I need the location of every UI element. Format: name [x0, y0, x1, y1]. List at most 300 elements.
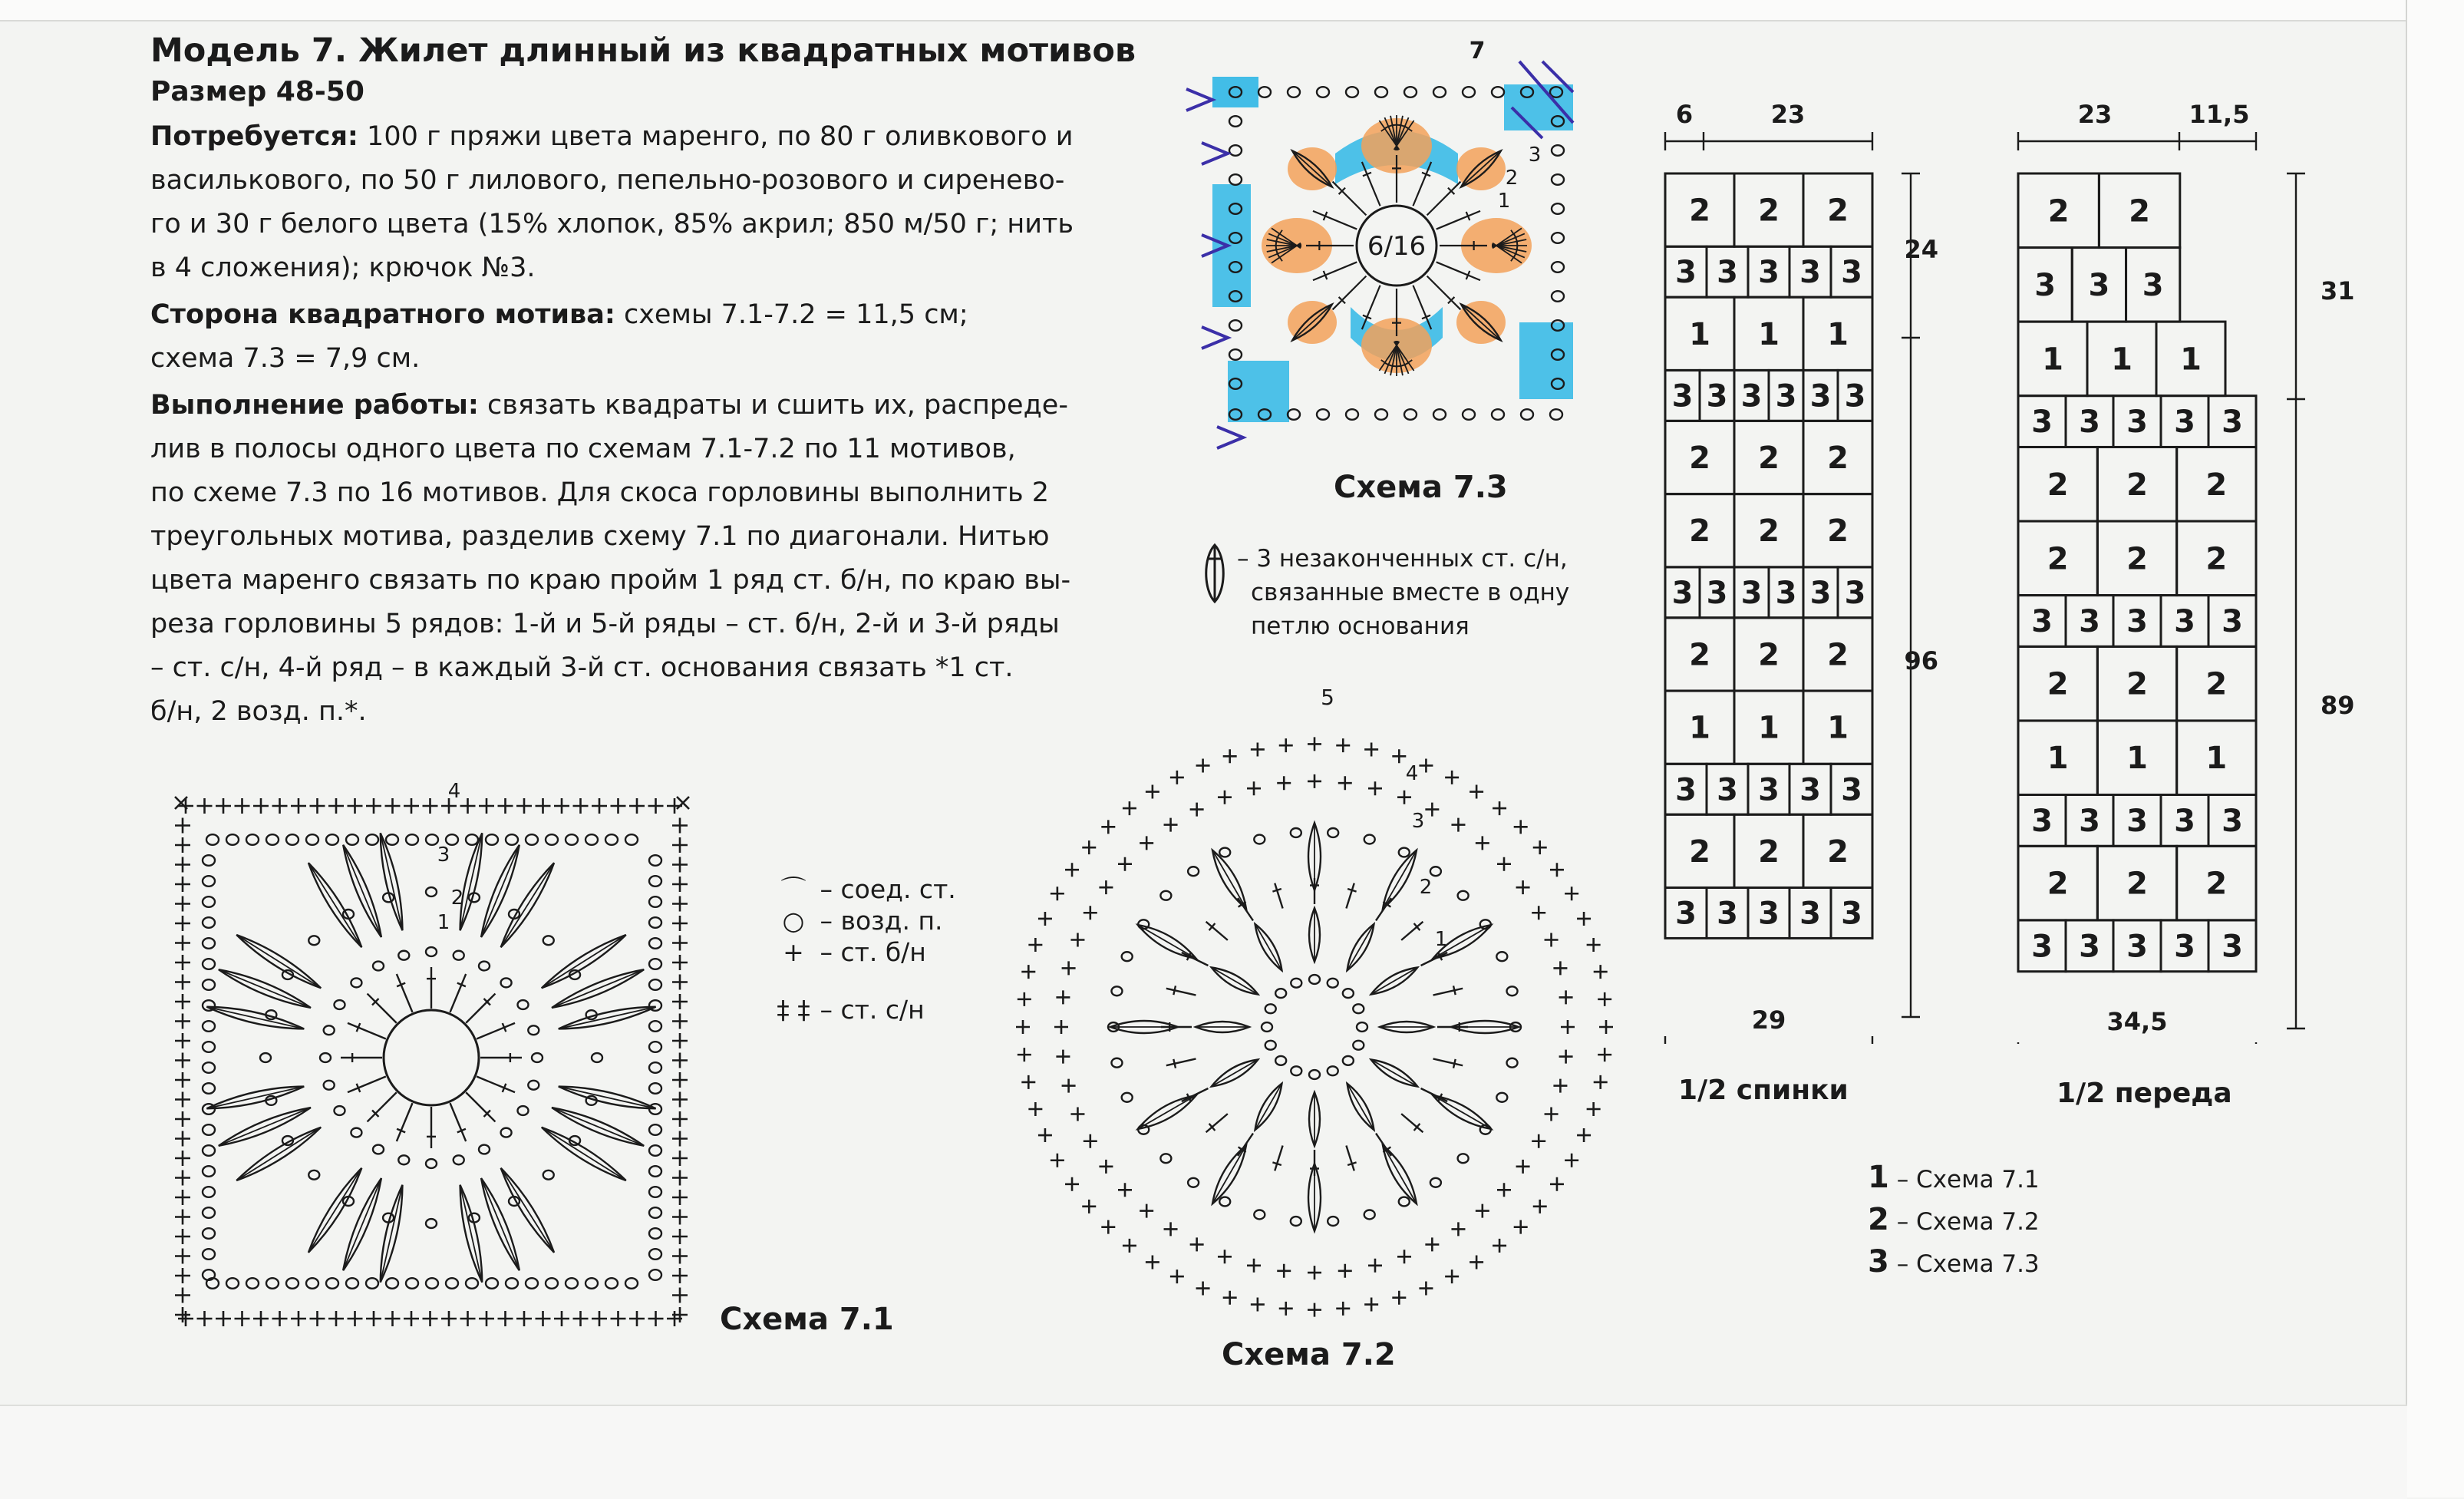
- chain-mark: [206, 834, 219, 845]
- single-crochet-mark: [672, 1151, 688, 1166]
- single-crochet-mark: [1051, 887, 1064, 900]
- single-crochet-mark: [611, 798, 626, 814]
- chain-mark: [543, 936, 554, 945]
- cluster-spine: [1347, 924, 1374, 971]
- chain-mark: [203, 896, 215, 907]
- single-crochet-mark: [175, 1190, 190, 1205]
- single-crochet-mark: [1084, 1134, 1097, 1148]
- single-crochet-mark: [1476, 1204, 1489, 1218]
- motif-number: 2: [2205, 666, 2228, 702]
- motif-number: 3: [1671, 378, 1694, 414]
- single-crochet-mark: [1164, 818, 1178, 832]
- dimension-label: 31: [2321, 276, 2355, 305]
- single-crochet-mark: [672, 818, 688, 834]
- materials-line: василькового, по 50 г лилового, пепельно-розового и сиренево-: [150, 165, 1065, 196]
- single-crochet-mark: [1469, 785, 1483, 799]
- single-crochet-mark: [1397, 791, 1411, 804]
- single-crochet-mark: [672, 1190, 688, 1205]
- single-crochet-mark: [178, 1311, 193, 1326]
- key-item: 3 – Схема 7.3: [1868, 1244, 2040, 1279]
- double-crochet-mark: [397, 974, 413, 1012]
- motif-number: 3: [1740, 575, 1763, 611]
- motif-number: 2: [1689, 440, 1710, 476]
- single-crochet-mark: [1101, 1220, 1115, 1234]
- chain-mark: [1288, 409, 1300, 420]
- double-crochet-mark: [368, 994, 397, 1023]
- motif-number: 3: [1841, 255, 1862, 291]
- motif-number: 3: [2126, 929, 2148, 965]
- chain-mark: [532, 1053, 543, 1062]
- cluster-legend-line: – 3 незаконченных ст. с/н,: [1237, 545, 1568, 573]
- instructions-line: – ст. с/н, 4-й ряд – в каждый 3-й ст. основания связать *1 ст.: [150, 652, 1014, 683]
- cluster-spine: [343, 845, 381, 937]
- single-crochet-mark: [648, 798, 664, 814]
- single-crochet-mark: [1397, 1250, 1411, 1263]
- motif-number: 2: [1689, 193, 1710, 229]
- single-crochet-mark: [1336, 738, 1350, 752]
- cluster-spine: [343, 1178, 381, 1270]
- double-crochet-mark: [1346, 883, 1354, 909]
- chain-mark: [203, 1207, 215, 1218]
- chain-mark: [351, 978, 361, 987]
- dimension-line: [1665, 132, 1872, 150]
- scheme-7-1-caption: Схема 7.1: [720, 1302, 894, 1337]
- single-crochet-mark: [672, 994, 688, 1009]
- cluster-spine: [1138, 925, 1196, 959]
- single-crochet-mark: [672, 877, 688, 892]
- single-crochet-mark: [672, 1229, 688, 1244]
- chain-mark: [506, 834, 518, 845]
- single-crochet-mark: [1565, 1154, 1578, 1167]
- chain-mark: [486, 1278, 498, 1289]
- pen-arrow-mark: [1202, 143, 1228, 164]
- double-crochet-mark: [1275, 883, 1282, 909]
- chain-mark: [1275, 1056, 1286, 1065]
- chain-mark: [406, 1278, 418, 1289]
- single-crochet-mark: [272, 798, 288, 814]
- chain-mark: [1229, 145, 1242, 156]
- motif-number: 2: [1827, 637, 1849, 673]
- double-crochet-mark: [450, 974, 466, 1012]
- chain-mark: [203, 1249, 215, 1260]
- chain-mark: [1219, 848, 1230, 857]
- cluster-spine: [542, 1128, 626, 1180]
- motif-number: 3: [2031, 603, 2053, 639]
- motif-number: 3: [1717, 255, 1738, 291]
- chain-mark: [454, 1155, 464, 1164]
- chain-mark: [1317, 87, 1329, 97]
- single-crochet-mark: [672, 916, 688, 931]
- motif-number: 2: [1758, 513, 1780, 550]
- single-crochet-mark: [291, 1311, 306, 1326]
- cluster-spine: [1383, 850, 1417, 909]
- cluster-spine: [1255, 1084, 1282, 1131]
- single-crochet-mark: [573, 1311, 589, 1326]
- cluster-icon: [1199, 542, 1231, 605]
- motif-number: 3: [2031, 404, 2053, 441]
- single-crochet-icon: +: [783, 937, 804, 967]
- single-crochet-mark: [1514, 820, 1528, 834]
- chain-mark: [1552, 291, 1564, 302]
- double-crochet-bar: [1453, 1059, 1456, 1068]
- single-crochet-mark: [1594, 1075, 1608, 1089]
- motif-number: 2: [1689, 513, 1710, 550]
- motif-number: 3: [1809, 378, 1832, 414]
- row-number-label: 7: [1469, 38, 1486, 64]
- single-crochet-mark: [1469, 1255, 1483, 1269]
- chain-mark: [1122, 952, 1133, 961]
- single-crochet-mark: [235, 1311, 250, 1326]
- chain-mark: [649, 1249, 661, 1260]
- motif-number: 3: [2031, 929, 2053, 965]
- chain-mark: [398, 1155, 409, 1164]
- single-crochet-mark: [1070, 1108, 1084, 1121]
- single-crochet-mark: [175, 1268, 190, 1283]
- motif-number: 3: [1758, 255, 1780, 291]
- corner-mark: [677, 797, 689, 809]
- motif-number: 2: [1827, 834, 1849, 870]
- double-crochet-mark: [1401, 922, 1423, 940]
- page-bottom-edge: [0, 1405, 2407, 1499]
- motif-number: 3: [1775, 378, 1797, 414]
- single-crochet-mark: [1190, 803, 1204, 817]
- single-crochet-mark: [175, 1210, 190, 1225]
- cluster-spine: [206, 1007, 304, 1029]
- instructions-block: [150, 384, 1156, 734]
- single-crochet-mark: [1545, 933, 1559, 946]
- single-crochet-mark: [328, 1311, 344, 1326]
- chain-mark: [426, 834, 438, 845]
- single-crochet-mark: [1594, 965, 1608, 979]
- chain-mark: [528, 1081, 539, 1090]
- motif-number: 3: [1675, 772, 1697, 808]
- chain-mark: [605, 1278, 618, 1289]
- single-crochet-mark: [272, 1311, 288, 1326]
- chain-mark: [366, 1278, 378, 1289]
- single-crochet-mark: [1056, 1050, 1070, 1064]
- single-crochet-mark: [672, 955, 688, 970]
- chain-mark: [479, 1145, 490, 1154]
- materials-line: в 4 сложения); крючок №3.: [150, 253, 536, 283]
- dimension-line: [2287, 173, 2305, 1028]
- chain-mark: [1111, 1058, 1122, 1068]
- single-crochet-mark: [1338, 776, 1352, 790]
- chain-mark: [1291, 828, 1301, 837]
- row-number-label: 5: [1321, 689, 1334, 710]
- motif-number: 3: [1775, 575, 1797, 611]
- single-crochet-mark: [1223, 1291, 1237, 1305]
- chain-mark: [326, 834, 338, 845]
- motif-number: 1: [1827, 710, 1849, 746]
- motif-number: 3: [1740, 378, 1763, 414]
- motif-number: 3: [2126, 603, 2148, 639]
- cluster-spine: [219, 1108, 311, 1146]
- cluster-spine: [460, 833, 483, 930]
- chain-mark: [306, 834, 318, 845]
- chain-mark: [528, 1025, 539, 1035]
- single-crochet-mark: [178, 798, 193, 814]
- marker-highlight: [1519, 322, 1573, 399]
- cluster-legend-line: связанные вместе в одну: [1251, 579, 1570, 606]
- single-crochet-mark: [253, 1311, 269, 1326]
- chain-mark: [1550, 409, 1562, 420]
- motif-number: 3: [2174, 603, 2195, 639]
- single-crochet-mark: [175, 877, 190, 892]
- chain-mark: [1309, 1070, 1320, 1079]
- chain-mark: [1399, 1197, 1410, 1207]
- single-crochet-mark: [1516, 880, 1530, 894]
- chain-mark: [406, 834, 418, 845]
- chain-mark: [446, 1278, 458, 1289]
- chain-mark: [1111, 986, 1122, 995]
- single-crochet-mark: [672, 1053, 688, 1068]
- chain-mark: [203, 855, 215, 866]
- single-crochet-mark: [1308, 1303, 1321, 1317]
- single-crochet-mark: [175, 1288, 190, 1303]
- chain-mark: [1328, 1217, 1338, 1226]
- motif-number: 3: [2174, 929, 2195, 965]
- single-crochet-mark: [197, 798, 213, 814]
- cluster-spine: [1433, 1095, 1491, 1129]
- single-crochet-mark: [1146, 785, 1159, 799]
- single-crochet-mark: [1577, 912, 1591, 926]
- single-crochet-mark: [1065, 863, 1079, 877]
- single-crochet-mark: [1190, 1237, 1204, 1251]
- motif-number: 2: [2205, 866, 2228, 902]
- single-crochet-mark: [1308, 1266, 1321, 1279]
- chain-mark: [649, 1270, 661, 1280]
- motif-number: 2: [2205, 541, 2228, 577]
- chain-mark: [649, 938, 661, 949]
- motif-number: 3: [1717, 772, 1738, 808]
- chain-mark: [649, 1228, 661, 1239]
- single-crochet-mark: [1251, 742, 1265, 756]
- chain-mark: [426, 1219, 437, 1228]
- cluster-spine: [381, 833, 403, 930]
- single-crochet-mark: [175, 1307, 190, 1322]
- single-crochet-mark: [1028, 1102, 1042, 1116]
- chain-mark: [306, 1278, 318, 1289]
- single-crochet-mark: [1028, 938, 1042, 952]
- motif-number: 2: [1827, 513, 1849, 550]
- motif-number: 3: [1758, 772, 1780, 808]
- chain-mark: [1229, 174, 1242, 185]
- garment-layout-plans: [1634, 77, 2371, 1044]
- cluster-spine: [1347, 1084, 1374, 1131]
- chain-mark: [1375, 87, 1387, 97]
- single-crochet-mark: [291, 798, 306, 814]
- single-crochet-mark: [310, 798, 325, 814]
- double-crochet-mark: [466, 1092, 495, 1121]
- motif-number: 2: [1758, 637, 1780, 673]
- single-crochet-mark: [1279, 1302, 1293, 1316]
- chain-mark: [324, 1081, 335, 1090]
- instructions-line: реза горловины 5 рядов: 1-й и 5-й ряды – ст. б/н, 2-й и 3-й ряды: [150, 609, 1060, 639]
- single-crochet-mark: [1140, 836, 1153, 850]
- motif-number: 1: [1689, 316, 1710, 352]
- chain-mark: [334, 1106, 345, 1115]
- chain-mark: [246, 1278, 259, 1289]
- double-crochet-mark: [450, 1103, 466, 1141]
- chain-mark: [1254, 835, 1265, 844]
- single-crochet-mark: [175, 916, 190, 931]
- chain-mark: [649, 1083, 661, 1094]
- motif-number: 2: [2129, 193, 2151, 229]
- chain-mark: [1346, 409, 1358, 420]
- single-crochet-mark: [1016, 1020, 1030, 1034]
- motif-number: 3: [2031, 803, 2053, 839]
- chain-mark: [605, 834, 618, 845]
- cluster-spine: [1138, 1095, 1196, 1129]
- single-crochet-mark: [1533, 1200, 1547, 1213]
- instructions-line: цвета маренго связать по краю пройм 1 ряд ст. б/н, по краю вы-: [150, 565, 1071, 596]
- motif-number: 1: [1689, 710, 1710, 746]
- motif-size-label: Сторона квадратного мотива:: [150, 299, 615, 330]
- cluster-spine: [308, 1168, 361, 1253]
- materials-line: Потребуется: 100 г пряжи цвета маренго, по 80 г оливкового и: [150, 121, 1074, 152]
- double-crochet-mark: [1433, 1058, 1463, 1065]
- single-crochet-mark: [1196, 1282, 1210, 1296]
- chain-mark: [1288, 87, 1300, 97]
- row-number-label: 2: [1505, 167, 1519, 190]
- article-size: Размер 48-50: [150, 76, 364, 107]
- dimension-label: 6: [1675, 100, 1694, 129]
- chain-mark: [246, 834, 259, 845]
- chain-mark: [501, 978, 512, 987]
- page-right-edge: [2406, 0, 2464, 1497]
- single-crochet-mark: [1565, 887, 1578, 900]
- cluster-spine: [1212, 850, 1246, 909]
- single-crochet-mark: [629, 1311, 645, 1326]
- double-crochet-bar: [1453, 986, 1456, 995]
- motif-number: 3: [2174, 404, 2195, 441]
- single-crochet-mark: [1118, 857, 1132, 871]
- single-crochet-mark: [175, 955, 190, 970]
- single-crochet-mark: [348, 1311, 363, 1326]
- cluster-spine: [501, 1168, 554, 1253]
- chain-mark: [1219, 1197, 1230, 1207]
- motif-number: 3: [1844, 575, 1866, 611]
- single-crochet-mark: [1419, 758, 1433, 772]
- double-crochet-bar: [1173, 986, 1176, 995]
- chain-mark: [1291, 979, 1301, 988]
- single-crochet-mark: [1532, 906, 1545, 920]
- cluster-spine: [552, 969, 644, 1008]
- single-crochet-mark: [1497, 857, 1511, 871]
- single-crochet-mark: [1451, 1222, 1465, 1236]
- single-crochet-mark: [1545, 1108, 1559, 1121]
- chain-mark: [308, 936, 319, 945]
- cluster-spine: [206, 1087, 304, 1109]
- chain-mark: [649, 1187, 661, 1197]
- chain-mark: [386, 834, 398, 845]
- dimension-label: 24: [1904, 235, 1938, 264]
- chain-mark: [1353, 1004, 1364, 1013]
- single-crochet-mark: [1445, 1270, 1459, 1283]
- double-crochet-mark: [1333, 182, 1367, 216]
- double-crochet-mark: [1166, 989, 1196, 995]
- single-crochet-mark: [1392, 749, 1406, 763]
- motif-number: 2: [2047, 193, 2070, 229]
- chain-mark: [1309, 975, 1320, 984]
- single-crochet-mark: [672, 1288, 688, 1303]
- single-crochet-mark: [1336, 1302, 1350, 1316]
- chain-mark: [1552, 145, 1564, 156]
- single-crochet-mark: [1099, 1160, 1113, 1174]
- chain-mark: [226, 834, 239, 845]
- single-crochet-mark: [328, 798, 344, 814]
- double-crochet-mark: [397, 1103, 413, 1141]
- motif-number: 3: [2088, 267, 2110, 303]
- chain-icon: ○: [782, 906, 805, 936]
- row-number-label: 3: [437, 844, 450, 867]
- scheme-7-3-caption: Схема 7.3: [1334, 470, 1508, 505]
- chain-mark: [1291, 1217, 1301, 1226]
- chain-mark: [1160, 1154, 1171, 1163]
- motif-size-block: [150, 293, 1156, 381]
- back-plan-label: 1/2 спинки: [1678, 1075, 1849, 1106]
- pen-arrow-mark: [1217, 427, 1243, 448]
- single-crochet-mark: [1559, 1050, 1573, 1064]
- double-crochet-mark: [1346, 1146, 1354, 1171]
- chain-mark: [566, 834, 578, 845]
- single-crochet-mark: [1476, 836, 1489, 850]
- article-title: Модель 7. Жилет длинный из квадратных мотивов: [150, 31, 1136, 70]
- motif-number: 3: [1841, 896, 1862, 932]
- single-crochet-mark: [366, 1311, 381, 1326]
- chain-mark: [260, 1053, 271, 1062]
- chain-mark: [1291, 1066, 1301, 1075]
- chain-mark: [1404, 87, 1417, 97]
- pen-arrow-mark: [1186, 89, 1212, 111]
- chain-mark: [501, 1128, 512, 1137]
- single-crochet-mark: [611, 1311, 626, 1326]
- motif-number: 3: [1844, 378, 1866, 414]
- single-crochet-mark: [175, 1072, 190, 1088]
- single-crochet-mark: [1056, 990, 1070, 1004]
- motif-number: 2: [2047, 866, 2069, 902]
- chain-mark: [649, 1124, 661, 1135]
- chain-mark: [386, 1278, 398, 1289]
- motif-number: 1: [1758, 710, 1780, 746]
- single-crochet-mark: [441, 1311, 457, 1326]
- motif-number: 2: [2047, 467, 2069, 503]
- double-crochet-mark: [1427, 276, 1461, 310]
- chain-mark: [373, 1145, 384, 1154]
- single-crochet-mark: [672, 857, 688, 873]
- single-crochet-mark: [1140, 1204, 1153, 1218]
- article-text: [150, 29, 1156, 734]
- chain-mark: [1507, 986, 1518, 995]
- chain-mark: [1364, 1210, 1375, 1219]
- motif-number: 3: [1675, 255, 1697, 291]
- row-number-label: 3: [1411, 810, 1425, 833]
- chain-mark: [1375, 409, 1387, 420]
- cluster-spine: [1212, 968, 1258, 995]
- row-number-label: 1: [437, 911, 450, 934]
- chain-mark: [479, 962, 490, 971]
- motif-number: 3: [1706, 575, 1728, 611]
- single-crochet-mark: [423, 798, 438, 814]
- chain-mark: [426, 947, 437, 956]
- chain-mark: [1188, 867, 1199, 876]
- single-crochet-mark: [1445, 771, 1459, 784]
- single-crochet-mark: [216, 798, 231, 814]
- single-crochet-mark: [1368, 1259, 1382, 1273]
- single-crochet-mark: [1577, 1128, 1591, 1142]
- single-crochet-mark: [479, 1311, 494, 1326]
- chain-mark: [1552, 233, 1564, 243]
